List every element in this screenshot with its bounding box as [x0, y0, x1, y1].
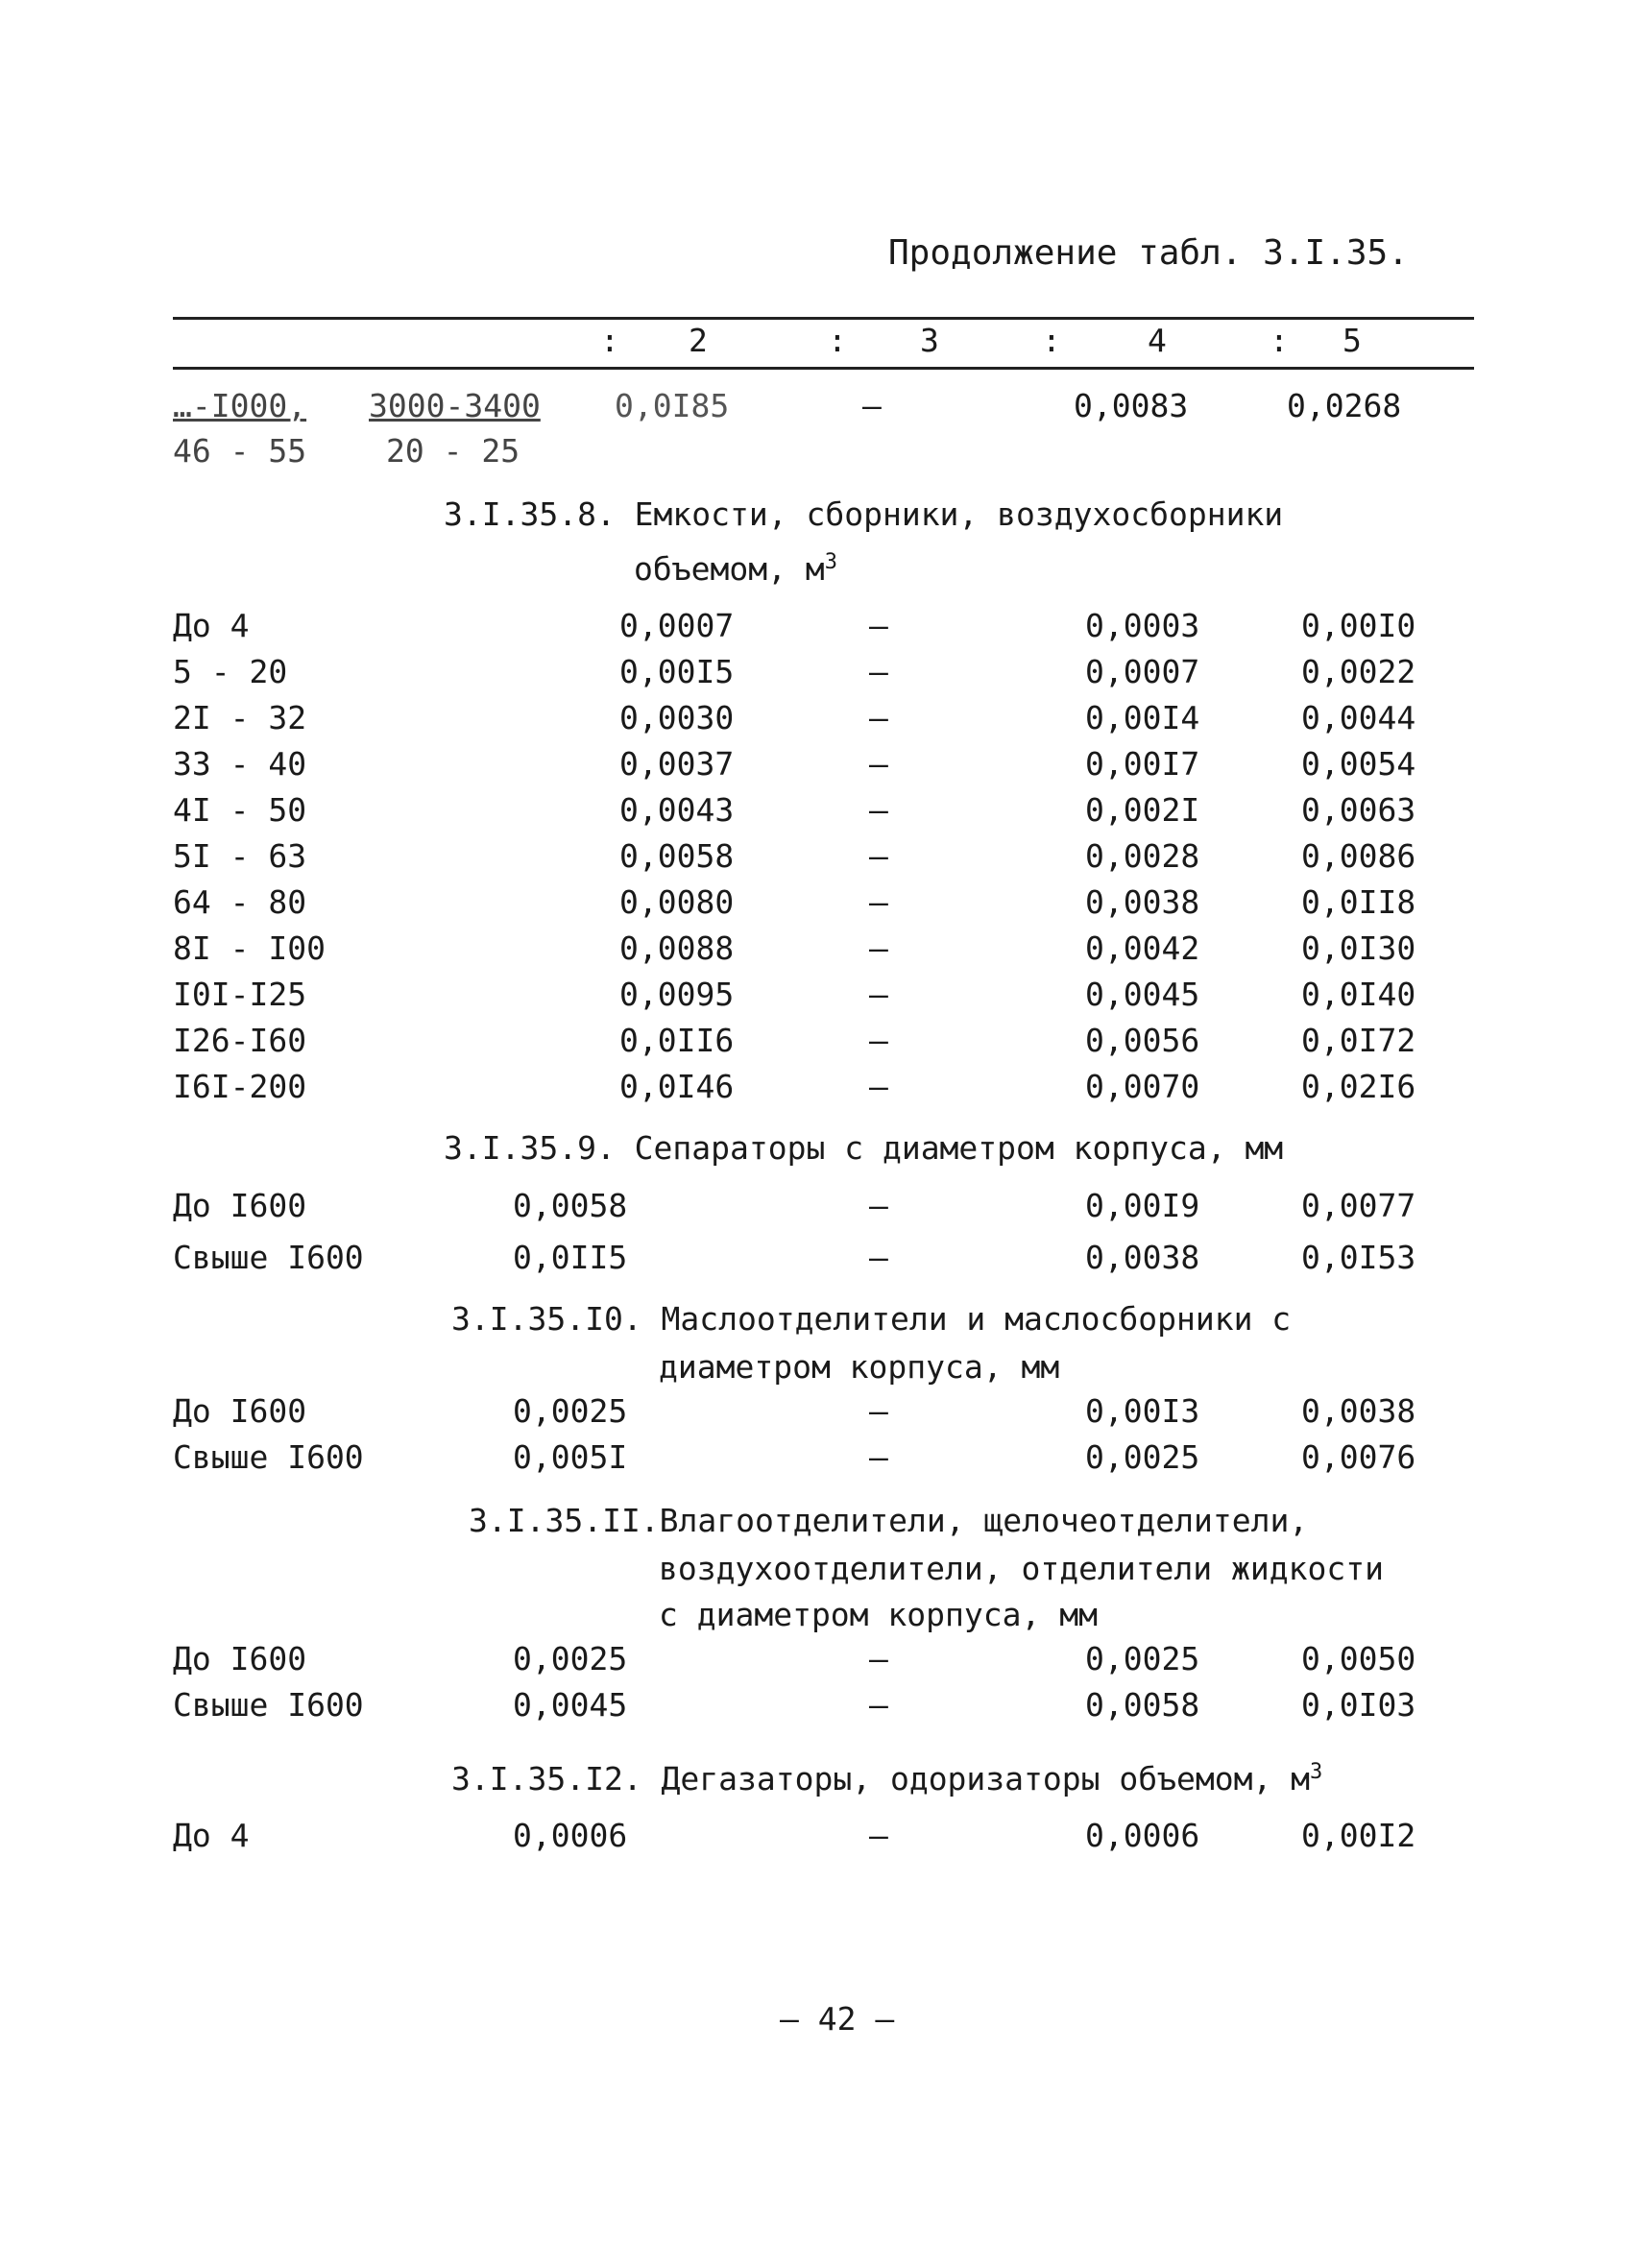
header-sep-1: : [600, 322, 619, 359]
table-row: 33 - 40 0,0037 – 0,00I7 0,0054 [173, 745, 1416, 783]
header-col-2: 2 [689, 322, 708, 359]
header-sep-2: : [828, 322, 847, 359]
table-row: I6I-200 0,0I46 – 0,0070 0,02I6 [173, 1068, 1416, 1105]
section-12-title: 3.I.35.I2. Дегазаторы, одоризаторы объемом, $м^3$ [451, 1760, 1323, 1798]
table-row: До 4 0,0006 – 0,0006 0,00I2 [173, 1817, 1416, 1854]
table-row: I26-I60 0,0II6 – 0,0056 0,0I72 [173, 1022, 1416, 1059]
first-row-c5: 0,0268 [1287, 387, 1402, 424]
table-row: I0I-I25 0,0095 – 0,0045 0,0I40 [173, 976, 1416, 1013]
section-10-title-line2: диаметром корпуса, мм [659, 1348, 1060, 1386]
header-col-3: 3 [920, 322, 939, 359]
header-col-4: 4 [1148, 322, 1167, 359]
section-9-title: 3.I.35.9. Сепараторы с диаметром корпуса, мм [444, 1129, 1284, 1167]
table-row: 64 - 80 0,0080 – 0,0038 0,0II8 [173, 883, 1416, 921]
table-row: 4I - 50 0,0043 – 0,002I 0,0063 [173, 791, 1416, 829]
table-row: До 4 0,0007 – 0,0003 0,00I0 [173, 607, 1416, 644]
first-row-c1-top-a: …-I000, [173, 387, 307, 424]
first-row-c1-top-b: 3000-3400 [369, 387, 541, 424]
table-row: 2I - 32 0,0030 – 0,00I4 0,0044 [173, 699, 1416, 736]
header-col-5: 5 [1343, 322, 1362, 359]
table-row: До I600 0,0025 – 0,0025 0,0050 [173, 1640, 1416, 1677]
table-row: Свыше I600 0,0II5 – 0,0038 0,0I53 [173, 1239, 1416, 1276]
page-number: – 42 – [780, 2000, 895, 2038]
section-11-title-line2: воздухоотделители, отделители жидкости [659, 1550, 1384, 1587]
header-sep-3: : [1042, 322, 1061, 359]
first-row-c3: – [862, 387, 882, 424]
first-row-c1-bottom-b: 20 - 25 [386, 432, 520, 470]
first-row-c2: 0,0I85 [615, 387, 730, 424]
table-row: 5 - 20 0,00I5 – 0,0007 0,0022 [173, 653, 1416, 690]
table-row: 5I - 63 0,0058 – 0,0028 0,0086 [173, 837, 1416, 875]
table-row: До I600 0,0025 – 0,00I3 0,0038 [173, 1392, 1416, 1430]
table-row: До I600 0,0058 – 0,00I9 0,0077 [173, 1187, 1416, 1224]
header-bottom-rule [173, 367, 1474, 370]
first-row-c4: 0,0083 [1074, 387, 1189, 424]
section-10-title-line1: 3.I.35.I0. Маслоотделители и маслосборники с [451, 1300, 1292, 1338]
section-11-title-line3: с диаметром корпуса, мм [659, 1596, 1098, 1633]
table-caption: Продолжение табл. 3.I.35. [888, 233, 1409, 273]
table-row: Свыше I600 0,0045 – 0,0058 0,0I03 [173, 1686, 1416, 1724]
table-row: Свыше I600 0,005I – 0,0025 0,0076 [173, 1438, 1416, 1476]
first-row-c1-bottom-a: 46 - 55 [173, 432, 307, 470]
section-8-title-line1: 3.I.35.8. Емкости, сборники, воздухосборники [444, 495, 1284, 533]
header-top-rule [173, 317, 1474, 320]
table-row: 8I - I00 0,0088 – 0,0042 0,0I30 [173, 929, 1416, 967]
section-8-title-line2: объемом, $м^3$ [634, 550, 837, 588]
header-sep-4: : [1270, 322, 1289, 359]
section-11-title-line1: 3.I.35.II.Влагоотделители, щелочеотделители, [469, 1502, 1309, 1539]
